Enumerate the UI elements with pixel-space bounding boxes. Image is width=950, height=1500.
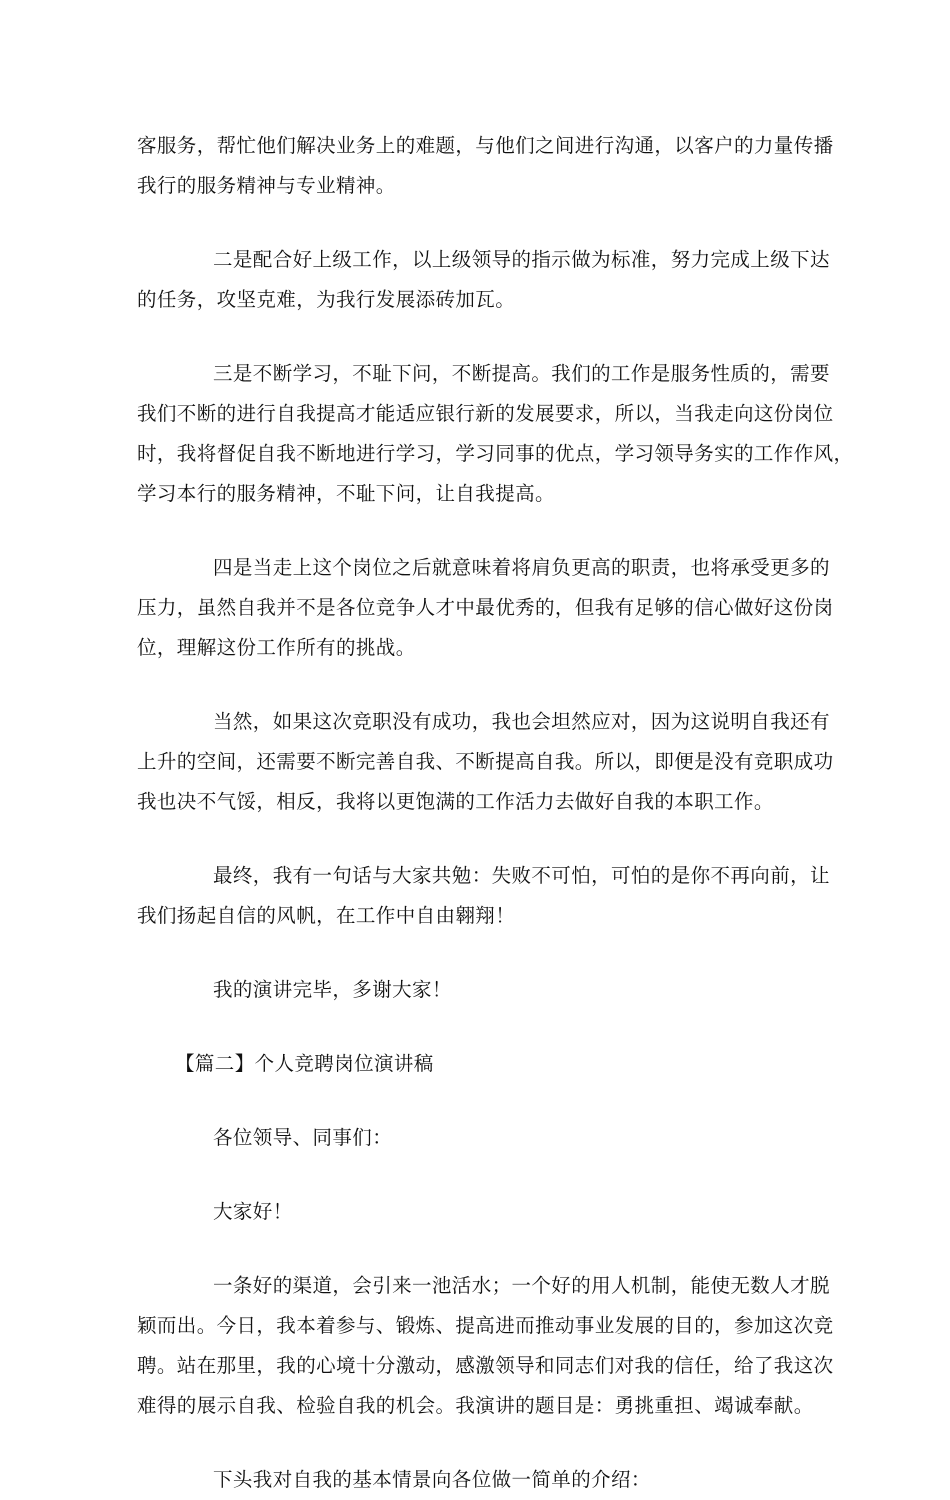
document-body [137,126,854,1500]
text-line: 三是不断学习，不耻下问，不断提高。我们的工作是服务性质的，需要 [213,362,830,385]
text-line: 难得的展示自我、检验自我的机会。我演讲的题目是：勇挑重担、竭诚奉献。 [137,1394,814,1417]
text-line: 四是当走上这个岗位之后就意味着将肩负更高的职责，也将承受更多的 [213,556,830,579]
text-line: 二是配合好上级工作，以上级领导的指示做为标准，努力完成上级下达 [213,248,830,271]
paragraph [137,240,830,320]
paragraph [137,354,854,514]
paragraph [137,126,834,206]
text-line: 下头我对自我的基本情景向各位做一简单的介绍： [213,1468,651,1491]
text-line: 我的演讲完毕，多谢大家！ [213,978,452,1001]
paragraph [137,1460,821,1500]
text-line: 压力，虽然自我并不是各位竞争人才中最优秀的，但我有足够的信心做好这份岗 [137,596,834,619]
section-heading [137,1044,821,1084]
text-line: 客服务，帮忙他们解决业务上的难题，与他们之间进行沟通，以客户的力量传播 [137,134,834,157]
text-line: 大家好！ [213,1200,293,1223]
text-line: 我行的服务精神与专业精神。 [137,174,396,197]
text-line: 上升的空间，还需要不断完善自我、不断提高自我。所以，即便是没有竞职成功 [137,750,834,773]
paragraph [137,1266,834,1426]
paragraph [137,1118,821,1158]
paragraph [137,970,821,1010]
paragraph [137,1192,821,1232]
heading-text: 【篇二】个人竞聘岗位演讲稿 [175,1052,434,1075]
text-line: 当然，如果这次竞职没有成功，我也会坦然应对，因为这说明自我还有 [213,710,830,733]
text-line: 各位领导、同事们： [213,1126,393,1149]
paragraph [137,548,834,668]
text-line: 聘。站在那里，我的心境十分激动，感激领导和同志们对我的信任，给了我这次 [137,1354,834,1377]
paragraph [137,856,830,936]
text-line: 时，我将督促自我不断地进行学习，学习同事的优点，学习领导务实的工作作风， [137,442,854,465]
text-line: 的任务，攻坚克难，为我行发展添砖加瓦。 [137,288,516,311]
text-line: 一条好的渠道，会引来一池活水；一个好的用人机制，能使无数人才脱 [213,1274,830,1297]
text-line: 我也决不气馁，相反，我将以更饱满的工作活力去做好自我的本职工作。 [137,790,774,813]
text-line: 我们扬起自信的风帆，在工作中自由翱翔！ [137,904,516,927]
text-line: 学习本行的服务精神，不耻下问，让自我提高。 [137,482,555,505]
paragraph [137,702,834,822]
text-line: 颖而出。今日，我本着参与、锻炼、提高进而推动事业发展的目的，参加这次竞 [137,1314,834,1337]
text-line: 最终，我有一句话与大家共勉：失败不可怕，可怕的是你不再向前，让 [213,864,830,887]
text-line: 位，理解这份工作所有的挑战。 [137,636,416,659]
text-line: 我们不断的进行自我提高才能适应银行新的发展要求，所以，当我走向这份岗位 [137,402,834,425]
